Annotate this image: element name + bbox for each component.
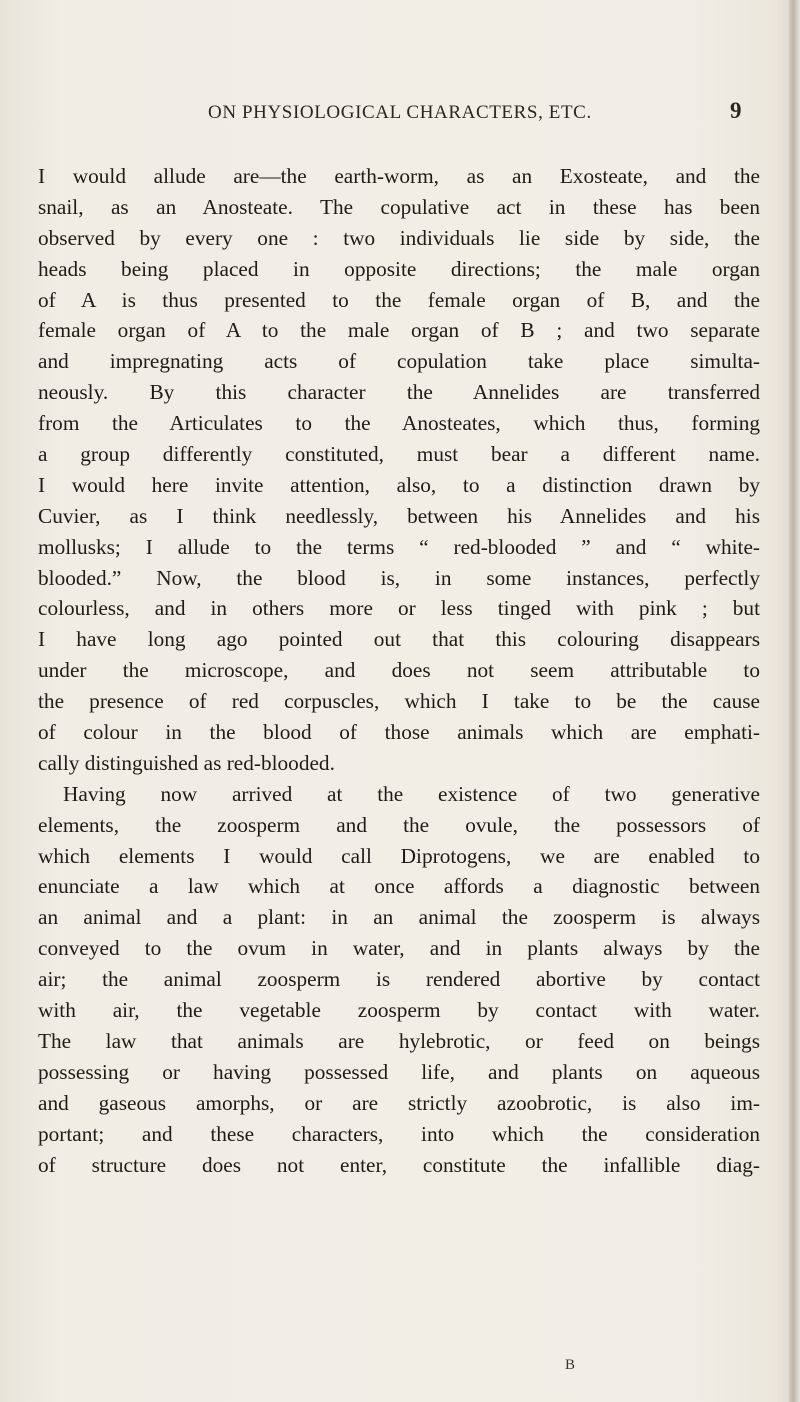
text-line: female organ of A to the male organ of B ; and two separate — [38, 318, 760, 343]
text-line: of structure does not enter, constitute the infallible diag- — [38, 1152, 760, 1177]
text-line: I would allude are—the earth-worm, as an Exosteate, and the — [38, 164, 760, 188]
text-line: and gaseous amorphs, or are strictly azoobrotic, is also im- — [38, 1090, 760, 1115]
text-line: portant; and these characters, into which the consideration — [38, 1121, 760, 1146]
text-line: enunciate a law which at once affords a diagnostic between — [38, 874, 760, 899]
text-line: heads being placed in opposite directions; the male organ — [38, 256, 760, 281]
text-line: cally distinguished as red-blooded. — [38, 750, 335, 775]
text-line: of colour in the blood of those animals which are emphati- — [38, 720, 760, 745]
text-line: the presence of red corpuscles, which I take to be the cause — [38, 689, 760, 714]
text-line: elements, the zoosperm and the ovule, the possessors of — [38, 812, 760, 837]
text-line: snail, as an Anosteate. The copulative act in these has been — [38, 194, 760, 219]
text-line: an animal and a plant: in an animal the zoosperm is always — [38, 905, 760, 930]
body-text — [38, 161, 760, 1180]
text-line: of A is thus presented to the female organ of B, and the — [38, 287, 760, 312]
text-line: mollusks; I allude to the terms “ red-blooded ” and “ white- — [38, 534, 760, 559]
text-line: I would here invite attention, also, to a distinction drawn by — [38, 472, 760, 497]
signature-mark: B — [565, 1357, 577, 1373]
text-line: Having now arrived at the existence of two generative — [63, 781, 760, 806]
text-line: Cuvier, as I think needlessly, between his Annelides and his — [38, 503, 760, 528]
text-line: conveyed to the ovum in water, and in plants always by the — [38, 936, 760, 961]
text-line: I have long ago pointed out that this colouring disappears — [38, 627, 760, 652]
page-number: 9 — [730, 98, 742, 123]
text-line: observed by every one : two individuals lie side by side, the — [38, 225, 760, 250]
text-line: air; the animal zoosperm is rendered abortive by contact — [38, 967, 760, 992]
text-line: under the microscope, and does not seem attributable to — [38, 658, 760, 683]
text-line: colourless, and in others more or less tinged with pink ; but — [38, 596, 760, 621]
text-line: neously. By this character the Annelides are transferred — [38, 380, 760, 405]
text-line: from the Articulates to the Anosteates, which thus, forming — [38, 411, 760, 436]
running-title: ON PHYSIOLOGICAL CHARACTERS, ETC. — [208, 102, 592, 123]
text-line: which elements I would call Diprotogens, we are enabled to — [38, 843, 760, 868]
text-line: and impregnating acts of copulation take place simulta- — [38, 349, 760, 374]
text-line: blooded.” Now, the blood is, in some instances, perfectly — [38, 565, 760, 590]
text-line: with air, the vegetable zoosperm by contact with water. — [38, 998, 760, 1023]
page-header — [0, 98, 800, 132]
page-edge — [789, 0, 800, 1402]
text-line: possessing or having possessed life, and plants on aqueous — [38, 1059, 760, 1084]
text-line: a group differently constituted, must bear a different name. — [38, 442, 760, 467]
text-line: The law that animals are hylebrotic, or feed on beings — [38, 1028, 760, 1053]
